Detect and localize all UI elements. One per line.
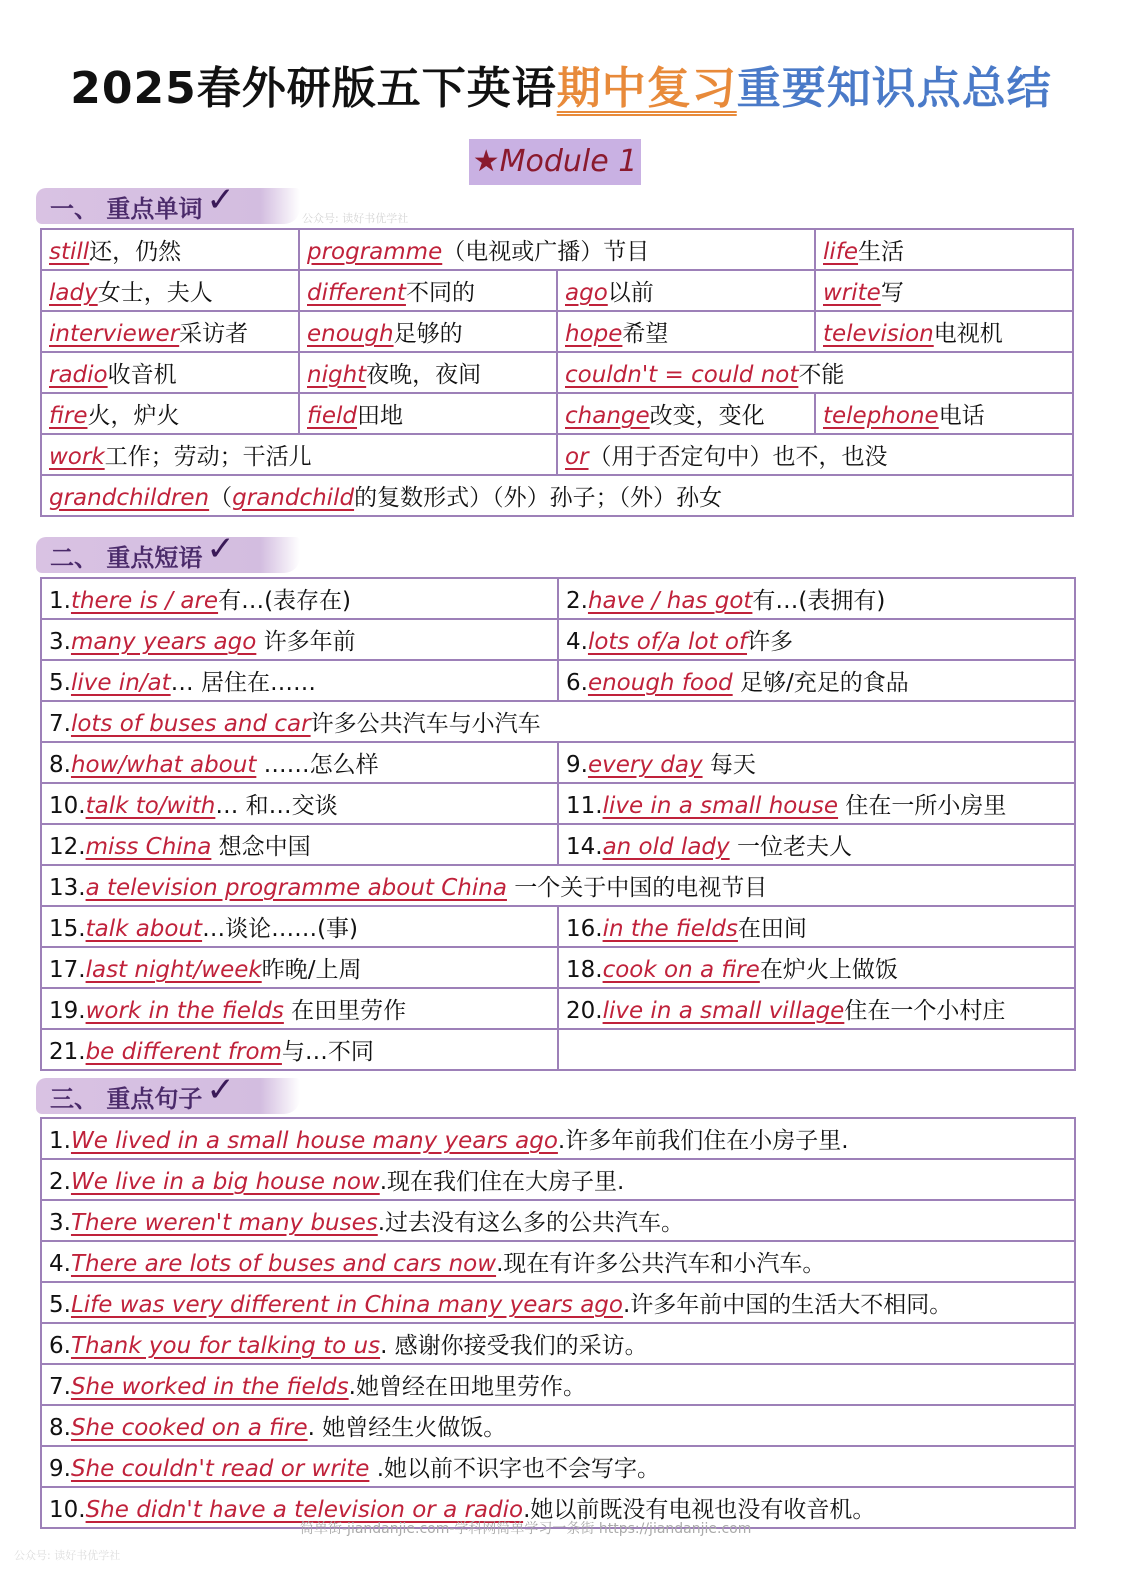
phrase-cell: 17.last night/week昨晚/上周 bbox=[41, 947, 558, 988]
table-row bbox=[41, 1282, 1075, 1323]
sentences-table bbox=[40, 1117, 1076, 1529]
word-cell: work工作；劳动；干活儿 bbox=[41, 434, 557, 475]
table-row bbox=[41, 270, 1073, 311]
section-sentences-heading bbox=[36, 1070, 300, 1114]
table-row bbox=[41, 660, 1075, 701]
phrase-cell: 13.a television programme about China 一个关于中国的电视节目 bbox=[41, 865, 1075, 906]
word-cell: or（用于否定句中）也不，也没 bbox=[557, 434, 1073, 475]
word-cell: telephone电话 bbox=[815, 393, 1073, 434]
table-row bbox=[41, 988, 1075, 1029]
phrase-cell: 8.how/what about ……怎么样 bbox=[41, 742, 558, 783]
table-row bbox=[41, 311, 1073, 352]
table-row bbox=[41, 393, 1073, 434]
title-subtitle: 重要知识点总结 bbox=[736, 63, 1052, 114]
section-words-heading bbox=[36, 180, 300, 224]
phrase-cell: 19.work in the fields 在田里劳作 bbox=[41, 988, 558, 1029]
table-row bbox=[41, 824, 1075, 865]
table-row bbox=[41, 947, 1075, 988]
table-row bbox=[41, 578, 1075, 619]
sentence-cell: 9.She couldn't read or write .她以前不识字也不会写字。 bbox=[41, 1446, 1075, 1487]
section-words-label: 一、 重点单词 bbox=[50, 195, 203, 223]
watermark: 公众号: 读好书优学社 bbox=[302, 212, 409, 225]
table-row bbox=[41, 229, 1073, 270]
sentence-cell: 7.She worked in the fields.她曾经在田地里劳作。 bbox=[41, 1364, 1075, 1405]
section-phrases-heading bbox=[36, 529, 300, 573]
words-table bbox=[40, 228, 1074, 517]
title-main: 2025春外研版五下英语 bbox=[70, 63, 557, 114]
word-cell: ago以前 bbox=[557, 270, 815, 311]
phrase-cell: 21.be different from与…不同 bbox=[41, 1029, 558, 1070]
table-row bbox=[41, 701, 1075, 742]
phrase-cell: 12.miss China 想念中国 bbox=[41, 824, 558, 865]
phrase-cell: 15.talk about…谈论……(事) bbox=[41, 906, 558, 947]
table-row bbox=[41, 352, 1073, 393]
word-cell: change改变，变化 bbox=[557, 393, 815, 434]
sentence-cell: 5.Life was very different in China many years ago.许多年前中国的生活大不相同。 bbox=[41, 1282, 1075, 1323]
table-row bbox=[41, 783, 1075, 824]
phrase-cell: 16.in the fields在田间 bbox=[558, 906, 1075, 947]
table-row bbox=[41, 1323, 1075, 1364]
title-highlight: 期中复习 bbox=[556, 63, 737, 114]
phrase-cell: 10.talk to/with… 和…交谈 bbox=[41, 783, 558, 824]
table-row bbox=[41, 434, 1073, 475]
table-row bbox=[41, 1446, 1075, 1487]
phrase-cell: 7.lots of buses and car许多公共汽车与小汽车 bbox=[41, 701, 1075, 742]
phrases-table bbox=[40, 577, 1076, 1071]
phrase-cell: 1.there is / are有…(表存在) bbox=[41, 578, 558, 619]
table-row bbox=[41, 1405, 1075, 1446]
table-row bbox=[41, 1118, 1075, 1159]
table-row bbox=[41, 906, 1075, 947]
sentence-cell: 6.Thank you for talking to us. 感谢你接受我们的采访。 bbox=[41, 1323, 1075, 1364]
word-cell: couldn't = could not不能 bbox=[557, 352, 1073, 393]
phrase-cell: 18.cook on a fire在炉火上做饭 bbox=[558, 947, 1075, 988]
table-row bbox=[41, 1200, 1075, 1241]
word-cell: still还，仍然 bbox=[41, 229, 299, 270]
sentence-cell: 4.There are lots of buses and cars now.现在有许多公共汽车和小汽车。 bbox=[41, 1241, 1075, 1282]
word-cell: fire火，炉火 bbox=[41, 393, 299, 434]
word-cell: television电视机 bbox=[815, 311, 1073, 352]
page-title bbox=[0, 52, 1122, 116]
table-row bbox=[41, 742, 1075, 783]
phrase-cell: 4.lots of/a lot of许多 bbox=[558, 619, 1075, 660]
phrase-cell: 5.live in/at… 居住在…… bbox=[41, 660, 558, 701]
table-row bbox=[41, 1029, 1075, 1070]
word-cell: write写 bbox=[815, 270, 1073, 311]
phrase-cell: 3.many years ago 许多年前 bbox=[41, 619, 558, 660]
table-row bbox=[41, 475, 1073, 516]
table-row bbox=[41, 1241, 1075, 1282]
table-row bbox=[41, 619, 1075, 660]
footer-watermark-small: 公众号: 读好书优学社 bbox=[14, 1549, 121, 1562]
word-cell: grandchildren（grandchild的复数形式）（外）孙子；（外）孙女 bbox=[41, 475, 1073, 516]
word-cell: lady女士，夫人 bbox=[41, 270, 299, 311]
section-phrases-label: 二、 重点短语 bbox=[50, 544, 203, 572]
phrase-cell-empty bbox=[558, 1029, 1075, 1070]
sentence-cell: 8.She cooked on a fire. 她曾经生火做饭。 bbox=[41, 1405, 1075, 1446]
word-cell: hope希望 bbox=[557, 311, 815, 352]
word-cell: interviewer采访者 bbox=[41, 311, 299, 352]
sentence-cell: 3.There weren't many buses.过去没有这么多的公共汽车。 bbox=[41, 1200, 1075, 1241]
phrase-cell: 14.an old lady 一位老夫人 bbox=[558, 824, 1075, 865]
table-row bbox=[41, 865, 1075, 906]
word-cell: enough足够的 bbox=[299, 311, 557, 352]
sentence-cell: 2.We live in a big house now.现在我们住在大房子里. bbox=[41, 1159, 1075, 1200]
module-badge: ★Module 1 bbox=[469, 139, 641, 185]
word-cell: field田地 bbox=[299, 393, 557, 434]
checkmark-icon: ✓ bbox=[206, 529, 235, 569]
word-cell: life生活 bbox=[815, 229, 1073, 270]
phrase-cell: 11.live in a small house 住在一所小房里 bbox=[558, 783, 1075, 824]
footer-watermark: 简单街-jiandanjie.com-学科网简单学习一条街 https://jiandanjie.com bbox=[300, 1521, 752, 1537]
word-cell: radio收音机 bbox=[41, 352, 299, 393]
table-row bbox=[41, 1364, 1075, 1405]
checkmark-icon: ✓ bbox=[206, 1070, 235, 1110]
phrase-cell: 6.enough food 足够/充足的食品 bbox=[558, 660, 1075, 701]
phrase-cell: 9.every day 每天 bbox=[558, 742, 1075, 783]
section-sentences-label: 三、 重点句子 bbox=[50, 1085, 203, 1113]
word-cell: different不同的 bbox=[299, 270, 557, 311]
phrase-cell: 20.live in a small village住在一个小村庄 bbox=[558, 988, 1075, 1029]
table-row bbox=[41, 1159, 1075, 1200]
word-cell: programme（电视或广播）节目 bbox=[299, 229, 815, 270]
word-cell: night夜晚，夜间 bbox=[299, 352, 557, 393]
sentence-cell: 10.She didn't have a television or a radio.她以前既没有电视也没有收音机。 bbox=[41, 1487, 1075, 1528]
sentence-cell: 1.We lived in a small house many years ago.许多年前我们住在小房子里. bbox=[41, 1118, 1075, 1159]
checkmark-icon: ✓ bbox=[206, 180, 235, 220]
phrase-cell: 2.have / has got有…(表拥有) bbox=[558, 578, 1075, 619]
